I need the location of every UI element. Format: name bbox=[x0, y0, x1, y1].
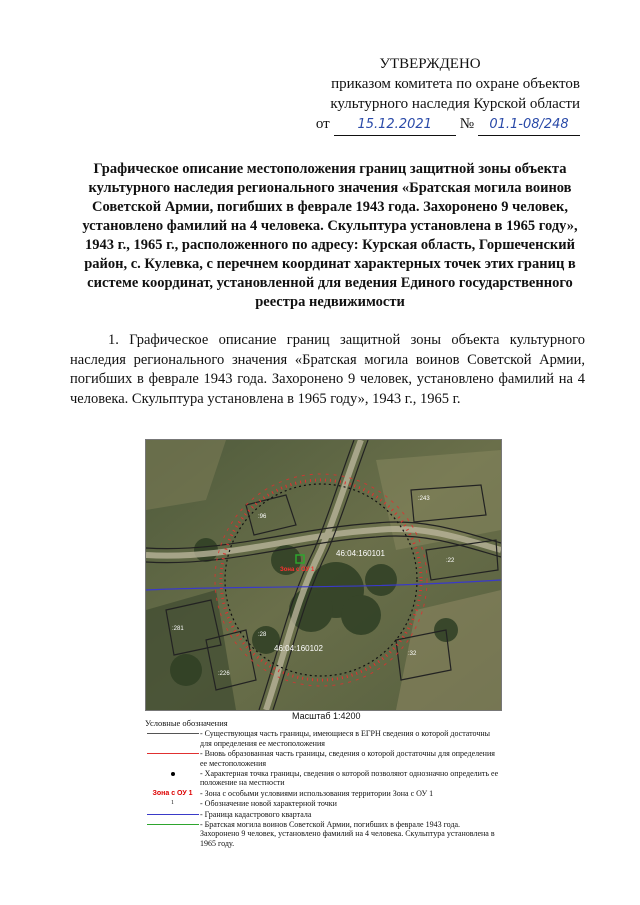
legend-text: - Существующая часть границы, имеющиеся в ЕГРН сведения о которой достаточны для определения ее местоположения bbox=[200, 729, 491, 748]
paragraph-1: 1. Графическое описание границ защитной зоны объекта культурного наследия регионального значения «Братская могила воинов Советской Армии, погибших в феврале 1943 года. Захоронено 9 человек, установлено фамилий на 4 человека. Скульптура установлена в 1965 году», 1943 г., 1965 г. bbox=[70, 332, 585, 407]
parcel-label-28: :28 bbox=[258, 632, 267, 638]
zone-swatch: Зона с ОУ 1 bbox=[152, 789, 193, 797]
legend-text: - Братская могила воинов Советской Армии, погибших в феврале 1943 года. Захоронено 9 человек, установлено фамилий на 4 человека. Скульптура установлена в 1965 году. bbox=[200, 820, 495, 848]
legend-text: - Граница кадастрового квартала bbox=[200, 809, 312, 819]
existing-line-swatch bbox=[147, 733, 199, 734]
legend-title: Условные обозначения bbox=[145, 718, 228, 728]
approval-block bbox=[310, 54, 580, 136]
quarter-label-2: 46:04:160102 bbox=[274, 644, 323, 653]
legend-item-point bbox=[145, 769, 500, 788]
document-heading: Графическое описание местоположения границ защитной зоны объекта культурного наследия регионального значения «Братская могила воинов Советской Армии, погибших в феврале 1943 года. Захоронено 9 человек, установлено фамилий на 4 человека. Скульптура установлена в 1965 году», 1943 г., 1965 г., расположенного по адресу: Курская область, Горшеченский район, с. Кулевка, с перечнем координат характерных точек этих границ в системе координат, установленной для ведения Единого государственного реестра недвижимости bbox=[82, 161, 578, 310]
approval-title: УТВЕРЖДЕНО bbox=[379, 56, 481, 72]
approval-date-number bbox=[310, 114, 580, 136]
approval-date: 15.12.2021 bbox=[334, 115, 456, 136]
legend-text: - Зона с особыми условиями использования территории Зона с ОУ 1 bbox=[200, 788, 434, 798]
from-prefix: от bbox=[315, 116, 330, 132]
parcel-label-32: :32 bbox=[408, 651, 417, 657]
boundary-map bbox=[145, 439, 502, 711]
legend-item-zone bbox=[145, 789, 500, 798]
legend-item-new bbox=[145, 749, 500, 768]
parcel-label-243: :243 bbox=[418, 496, 430, 502]
approval-line-1: приказом комитета по охране объектов bbox=[331, 76, 580, 92]
legend-text: - Характерная точка границы, сведения о которой позволяют однозначно определить ее положение на местности bbox=[200, 769, 499, 788]
quarter-line-swatch bbox=[147, 814, 199, 815]
approval-number: 01.1-08/248 bbox=[478, 115, 580, 136]
point-swatch bbox=[171, 772, 175, 776]
parcel-label-281: :281 bbox=[172, 626, 184, 632]
new-point-swatch: 1 bbox=[171, 800, 174, 807]
legend-item-new-point bbox=[145, 799, 500, 808]
parcel-label-22: :22 bbox=[446, 558, 455, 564]
legend bbox=[145, 719, 500, 849]
approval-line-2: культурного наследия Курской области bbox=[330, 96, 580, 112]
map-svg bbox=[146, 440, 501, 710]
legend-item-existing bbox=[145, 729, 500, 748]
new-line-swatch bbox=[147, 753, 199, 754]
map-scale: Масштаб 1:4200 bbox=[292, 711, 361, 721]
zone-label: Зона с ОУ 1 bbox=[280, 567, 315, 573]
legend-item-object bbox=[145, 820, 500, 848]
legend-text: - Вновь образованная часть границы, сведения о которой достаточны для определения ее местоположения bbox=[200, 749, 495, 768]
parcel-label-226: :226 bbox=[218, 671, 230, 677]
parcel-label-96: :96 bbox=[258, 514, 267, 520]
legend-item-quarter bbox=[145, 810, 500, 819]
object-line-swatch bbox=[147, 824, 199, 825]
number-prefix: № bbox=[459, 116, 474, 132]
quarter-label-1: 46:04:160101 bbox=[336, 549, 385, 558]
legend-text: - Обозначение новой характерной точки bbox=[200, 799, 337, 809]
